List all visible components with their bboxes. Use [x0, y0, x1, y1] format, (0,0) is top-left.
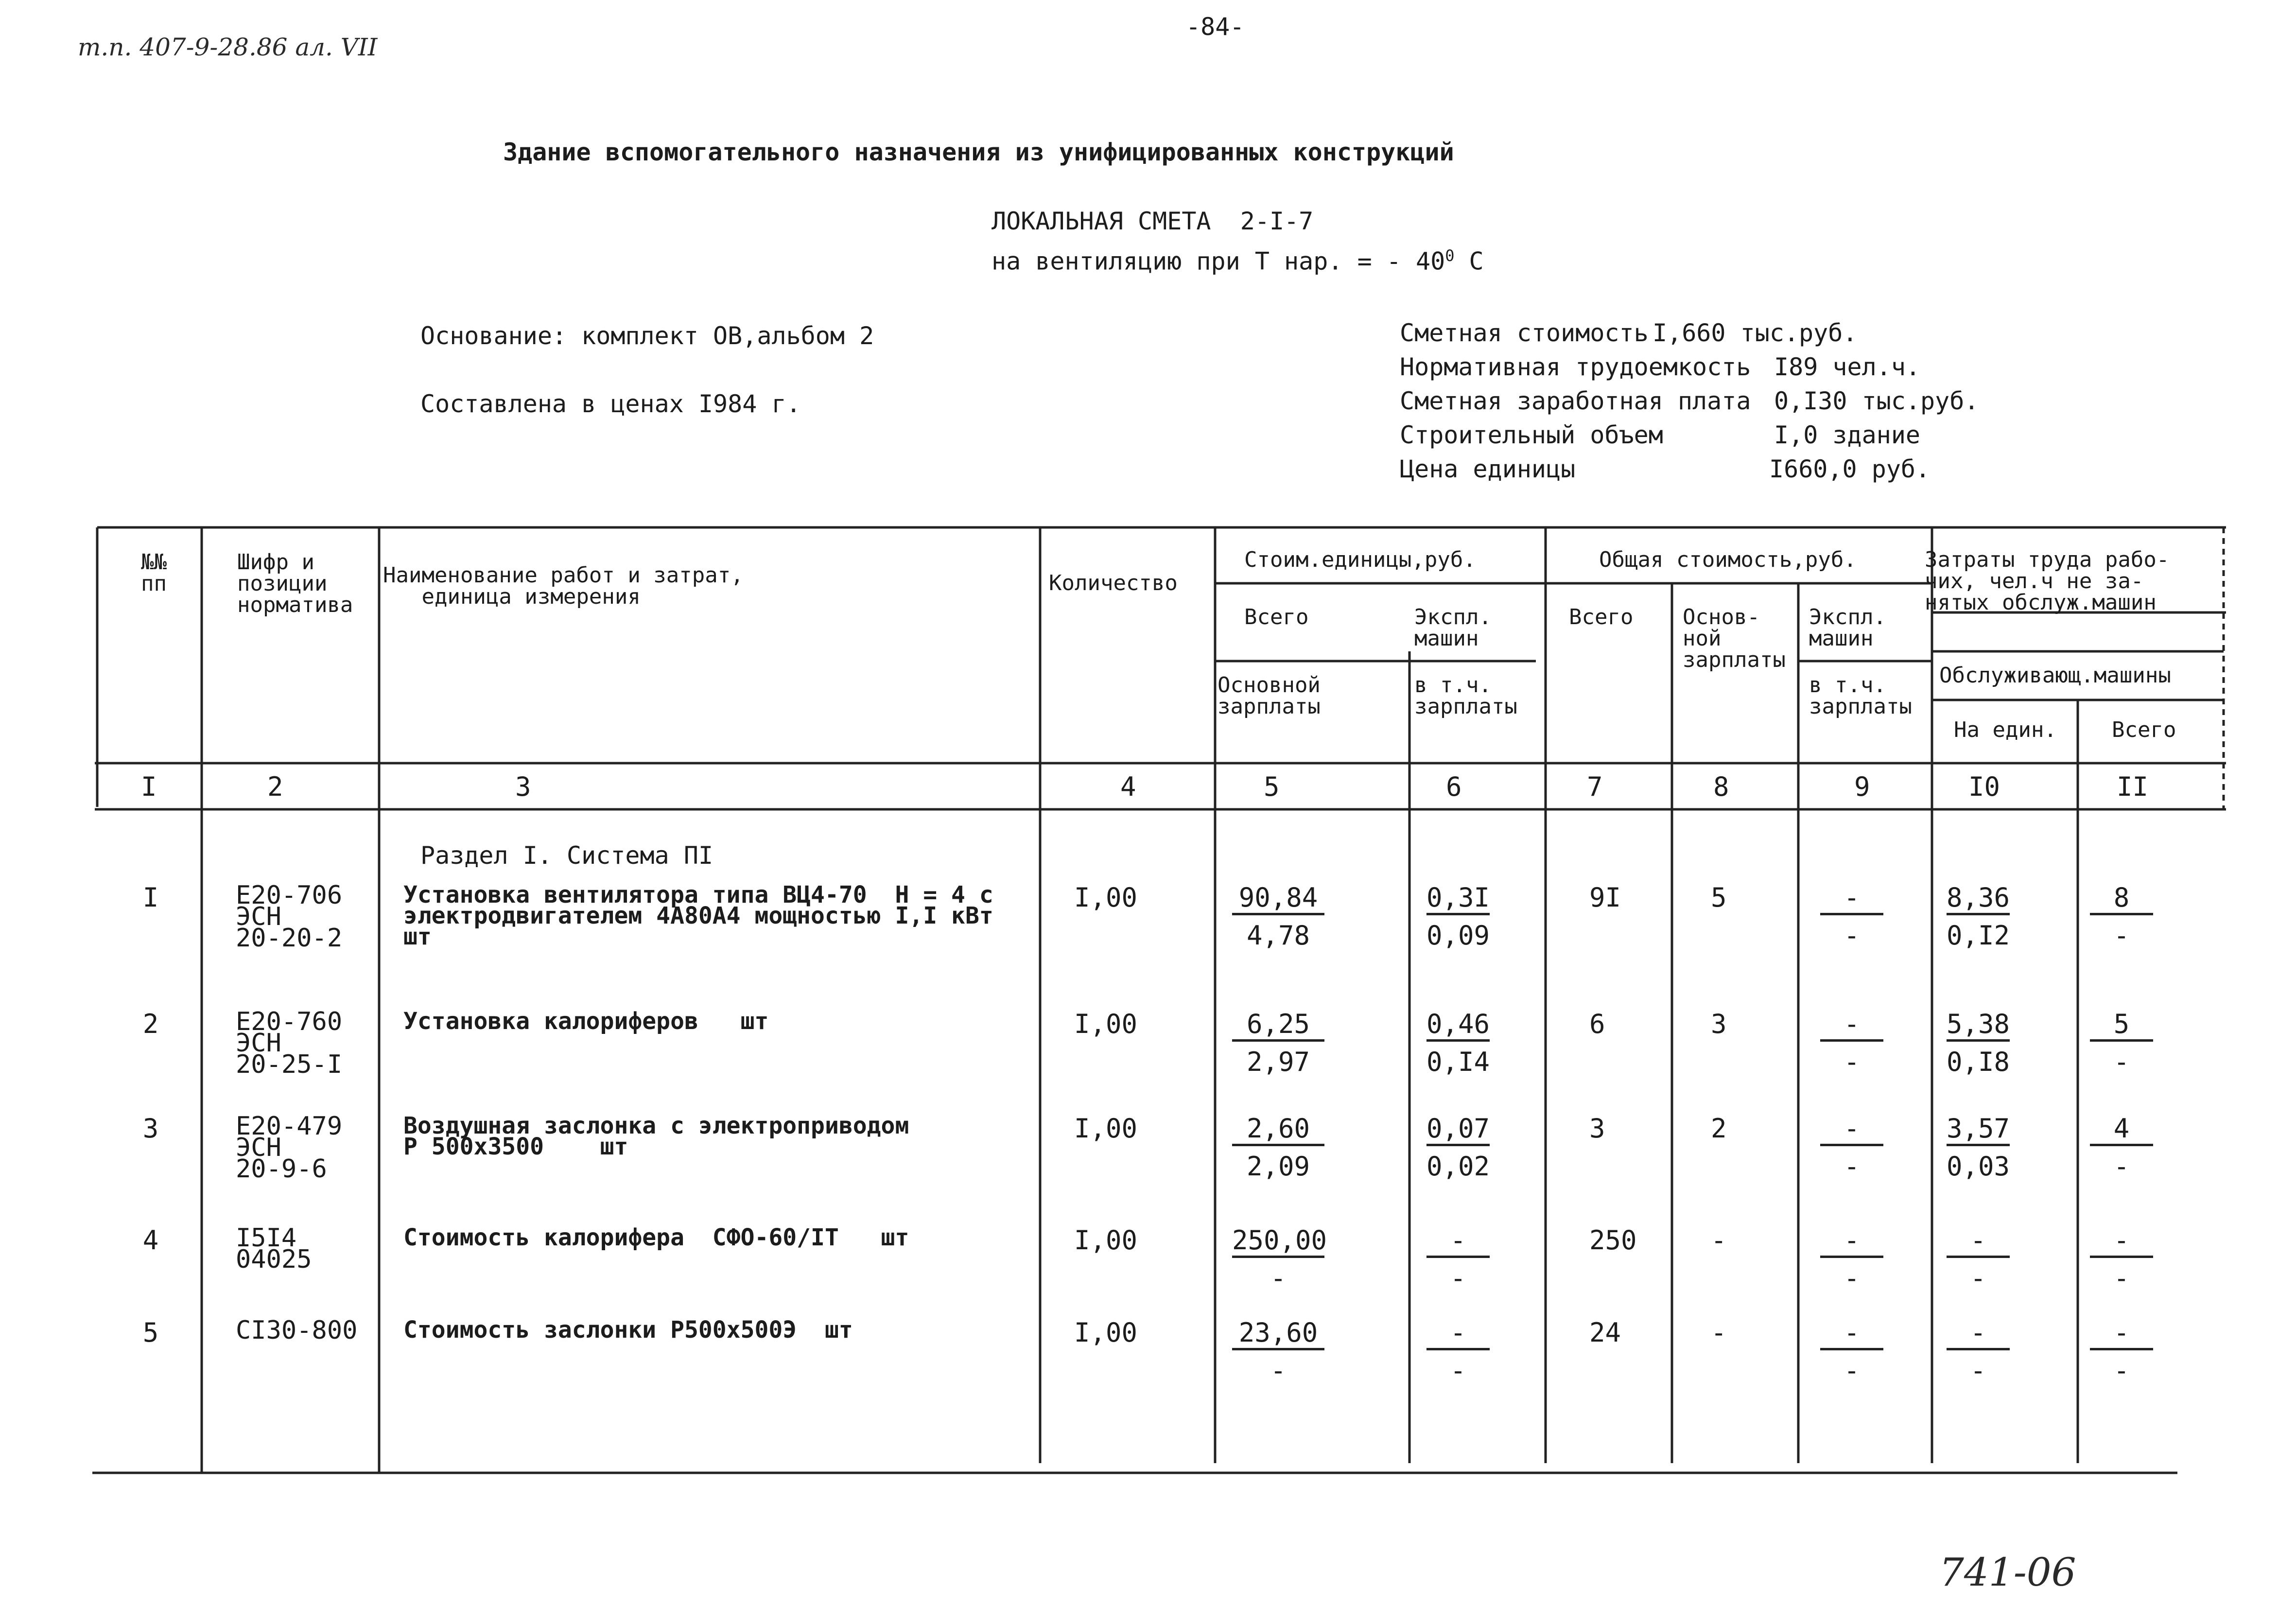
row-total-basic-wage: - — [1711, 1317, 1727, 1348]
estimate-subtitle: на вентиляцию при Т нар. = - $40^0$ C — [991, 246, 1484, 276]
row-c11-upper: 8 — [2113, 882, 2130, 913]
row-c9-lower: - — [1844, 1355, 1860, 1386]
summary-value: I,660 тыс.руб. — [1652, 319, 1858, 347]
row-c6-lower: - — [1450, 1355, 1466, 1386]
row-total-basic-wage: - — [1711, 1225, 1727, 1256]
fraction-bar — [1232, 1348, 1324, 1350]
col-header-code: Шифр и позиции норматива — [237, 550, 353, 617]
row-c11-lower: - — [2113, 1263, 2130, 1293]
row-c10-lower: 0,I8 — [1947, 1047, 2010, 1077]
row-c11-lower: - — [2113, 920, 2130, 951]
summary-label: Строительный объем — [1400, 421, 1663, 449]
row-c10-lower: - — [1970, 1263, 1986, 1293]
row-total-basic-wage: 3 — [1711, 1009, 1727, 1039]
row-c5-upper: 23,60 — [1238, 1317, 1318, 1348]
row-c9-upper: - — [1844, 1113, 1860, 1144]
summary-value: I660,0 руб. — [1769, 455, 1931, 483]
row-c9-lower: - — [1844, 1151, 1860, 1182]
fraction-bar — [2090, 913, 2153, 915]
fraction-bar — [1947, 1256, 2010, 1258]
row-c6-lower: 0,09 — [1426, 920, 1490, 951]
row-c9-lower: - — [1844, 1263, 1860, 1293]
section-heading: Раздел I. Система ПI — [420, 841, 713, 870]
row-c5-upper: 250,00 — [1232, 1225, 1327, 1256]
col-header-total-cost: Общая стоимость,руб. — [1599, 547, 1857, 572]
row-c9-lower: - — [1844, 1047, 1860, 1077]
row-quantity: I,00 — [1074, 1113, 1138, 1144]
row-code: Е20-760 ЭСН 20-25-I — [236, 1007, 343, 1080]
row-code: I5I4 04025 — [236, 1223, 312, 1275]
row-c6-upper: 0,07 — [1426, 1113, 1490, 1144]
row-code: Е20-479 ЭСН 20-9-6 — [236, 1112, 343, 1184]
fraction-bar — [1947, 1144, 2010, 1146]
fraction-bar — [1232, 1256, 1324, 1258]
column-number: 2 — [267, 771, 283, 802]
col-header-labor-servicing: Обслуживающ.машины — [1939, 663, 2171, 688]
col-header-number: №№ пп — [141, 550, 167, 596]
column-number: 6 — [1446, 771, 1462, 802]
summary-label: Нормативная трудоемкость — [1400, 353, 1751, 381]
summary-value: 0,I30 тыс.руб. — [1774, 387, 1979, 415]
row-c10-lower: 0,03 — [1947, 1151, 2010, 1182]
col-header-unit-total: Всего — [1244, 605, 1309, 629]
fraction-bar — [1820, 1256, 1883, 1258]
row-c5-upper: 2,60 — [1246, 1113, 1310, 1144]
fraction-bar — [1232, 1039, 1324, 1042]
summary-label: Сметная стоимость — [1400, 319, 1649, 347]
row-number: 3 — [142, 1113, 159, 1144]
column-number: 8 — [1713, 771, 1729, 802]
row-c11-lower: - — [2113, 1355, 2130, 1386]
row-c5-lower: - — [1270, 1355, 1287, 1386]
handwritten-mark: 741-06 — [1939, 1550, 2076, 1595]
row-name: Стоимость заслонки Р500х500Э шт — [403, 1316, 853, 1344]
col-header-total-incl-wage: в т.ч. зарплаты — [1809, 673, 1912, 719]
summary-label: Сметная заработная плата — [1400, 387, 1751, 415]
fraction-bar — [1947, 1348, 2010, 1350]
row-c10-lower: - — [1970, 1355, 1986, 1386]
col-header-total-machines: Экспл. машин — [1809, 605, 1886, 651]
row-number: I — [142, 882, 159, 913]
row-c6-upper: 0,46 — [1426, 1009, 1490, 1039]
fraction-bar — [1947, 913, 2010, 915]
fraction-bar — [1426, 1348, 1490, 1350]
row-code: Е20-706 ЭСН 20-20-2 — [236, 881, 343, 953]
row-c10-upper: - — [1970, 1225, 1986, 1256]
col-header-unit-basic-wage: Основной зарплаты — [1218, 673, 1321, 719]
row-c11-upper: - — [2113, 1317, 2130, 1348]
column-number: I0 — [1968, 771, 2000, 802]
row-quantity: I,00 — [1074, 1317, 1138, 1348]
col-header-unit-incl-wage: в т.ч. зарплаты — [1414, 673, 1517, 719]
row-c6-lower: - — [1450, 1263, 1466, 1293]
row-c5-lower: 2,97 — [1246, 1047, 1310, 1077]
row-number: 2 — [142, 1009, 159, 1039]
col-header-unit-machines: Экспл. машин — [1414, 605, 1492, 651]
row-total-cost: 9I — [1589, 882, 1621, 913]
row-c10-upper: 5,38 — [1947, 1009, 2010, 1039]
fraction-bar — [1426, 1039, 1490, 1042]
row-total-cost: 6 — [1589, 1009, 1605, 1039]
row-c6-lower: 0,I4 — [1426, 1047, 1490, 1077]
row-c11-upper: 5 — [2113, 1009, 2130, 1039]
fraction-bar — [1820, 913, 1883, 915]
row-c10-lower: 0,I2 — [1947, 920, 2010, 951]
column-number: 3 — [515, 771, 531, 802]
col-header-labor-total: Всего — [2112, 717, 2176, 742]
row-c10-upper: 3,57 — [1947, 1113, 2010, 1144]
fraction-bar — [1947, 1039, 2010, 1042]
row-c11-upper: - — [2113, 1225, 2130, 1256]
fraction-bar — [2090, 1144, 2153, 1146]
row-c9-upper: - — [1844, 1225, 1860, 1256]
row-c5-lower: 2,09 — [1246, 1151, 1310, 1182]
row-c6-upper: - — [1450, 1317, 1466, 1348]
document-title: Здание вспомогательного назначения из унифицированных конструкций — [503, 138, 1454, 166]
column-number: 4 — [1120, 771, 1136, 802]
basis-text: Основание: комплект ОВ,альбом 2 — [420, 322, 874, 350]
row-code: СI30-800 — [236, 1316, 358, 1345]
row-quantity: I,00 — [1074, 1225, 1138, 1256]
estimate-title: ЛОКАЛЬНАЯ СМЕТА 2-I-7 — [991, 207, 1314, 235]
row-c6-upper: 0,3I — [1426, 882, 1490, 913]
col-header-labor: Затраты труда рабо- чих, чел.ч не за- нятых обслуж.машин — [1925, 547, 2170, 615]
row-c10-upper: 8,36 — [1947, 882, 2010, 913]
column-number: 9 — [1854, 771, 1870, 802]
column-number: 7 — [1587, 771, 1603, 802]
row-c11-lower: - — [2113, 1151, 2130, 1182]
row-c5-lower: 4,78 — [1246, 920, 1310, 951]
row-c5-upper: 6,25 — [1246, 1009, 1310, 1039]
col-header-labor-per-unit: На един. — [1954, 717, 2057, 742]
row-number: 4 — [142, 1225, 159, 1256]
row-quantity: I,00 — [1074, 882, 1138, 913]
row-total-basic-wage: 5 — [1711, 882, 1727, 913]
summary-value: I,0 здание — [1774, 421, 1921, 449]
row-number: 5 — [142, 1317, 159, 1348]
fraction-bar — [1820, 1348, 1883, 1350]
col-header-quantity: Количество — [1049, 571, 1178, 595]
row-c9-upper: - — [1844, 1009, 1860, 1039]
row-c9-upper: - — [1844, 1317, 1860, 1348]
column-number: I — [141, 771, 157, 802]
row-c9-upper: - — [1844, 882, 1860, 913]
row-c10-upper: - — [1970, 1317, 1986, 1348]
row-c11-lower: - — [2113, 1047, 2130, 1077]
column-number: 5 — [1264, 771, 1280, 802]
summary-value: I89 чел.ч. — [1774, 353, 1921, 381]
row-name: Установка вентилятора типа ВЦ4-70 Н = 4 с электродвигателем 4А80А4 мощностью I,I кВт шт — [403, 881, 993, 951]
row-c9-lower: - — [1844, 920, 1860, 951]
row-c6-lower: 0,02 — [1426, 1151, 1490, 1182]
row-total-cost: 3 — [1589, 1113, 1605, 1144]
fraction-bar — [1232, 1144, 1324, 1146]
fraction-bar — [2090, 1256, 2153, 1258]
page-number: -84- — [1186, 13, 1245, 41]
row-name: Воздушная заслонка с электроприводом Р 500х3500 шт — [403, 1112, 909, 1161]
row-name: Установка калориферов шт — [403, 1008, 769, 1035]
row-c5-lower: - — [1270, 1263, 1287, 1293]
col-header-total-total: Всего — [1569, 605, 1634, 629]
fraction-bar — [1820, 1039, 1883, 1042]
row-name: Стоимость калорифера СФО-60/IТ шт — [403, 1224, 909, 1251]
row-quantity: I,00 — [1074, 1009, 1138, 1039]
fraction-bar — [1426, 913, 1490, 915]
col-header-name: Наименование работ и затрат, единица измерения — [383, 563, 744, 609]
row-total-cost: 24 — [1589, 1317, 1621, 1348]
row-c11-upper: 4 — [2113, 1113, 2130, 1144]
row-c5-upper: 90,84 — [1238, 882, 1318, 913]
document-code-mark: т.п. 407-9-28.86 ал. VII — [78, 33, 378, 61]
summary-label: Цена единицы — [1400, 455, 1576, 483]
column-number: II — [2117, 771, 2149, 802]
row-total-basic-wage: 2 — [1711, 1113, 1727, 1144]
fraction-bar — [1426, 1144, 1490, 1146]
fraction-bar — [1232, 913, 1324, 915]
fraction-bar — [1820, 1144, 1883, 1146]
row-c6-upper: - — [1450, 1225, 1466, 1256]
col-header-unit-cost: Стоим.единицы,руб. — [1244, 547, 1476, 572]
fraction-bar — [1426, 1256, 1490, 1258]
row-total-cost: 250 — [1589, 1225, 1637, 1256]
price-base-text: Составлена в ценах I984 г. — [420, 390, 801, 418]
fraction-bar — [2090, 1039, 2153, 1042]
col-header-total-basic-wage: Основ- ной зарплаты — [1683, 605, 1786, 672]
fraction-bar — [2090, 1348, 2153, 1350]
